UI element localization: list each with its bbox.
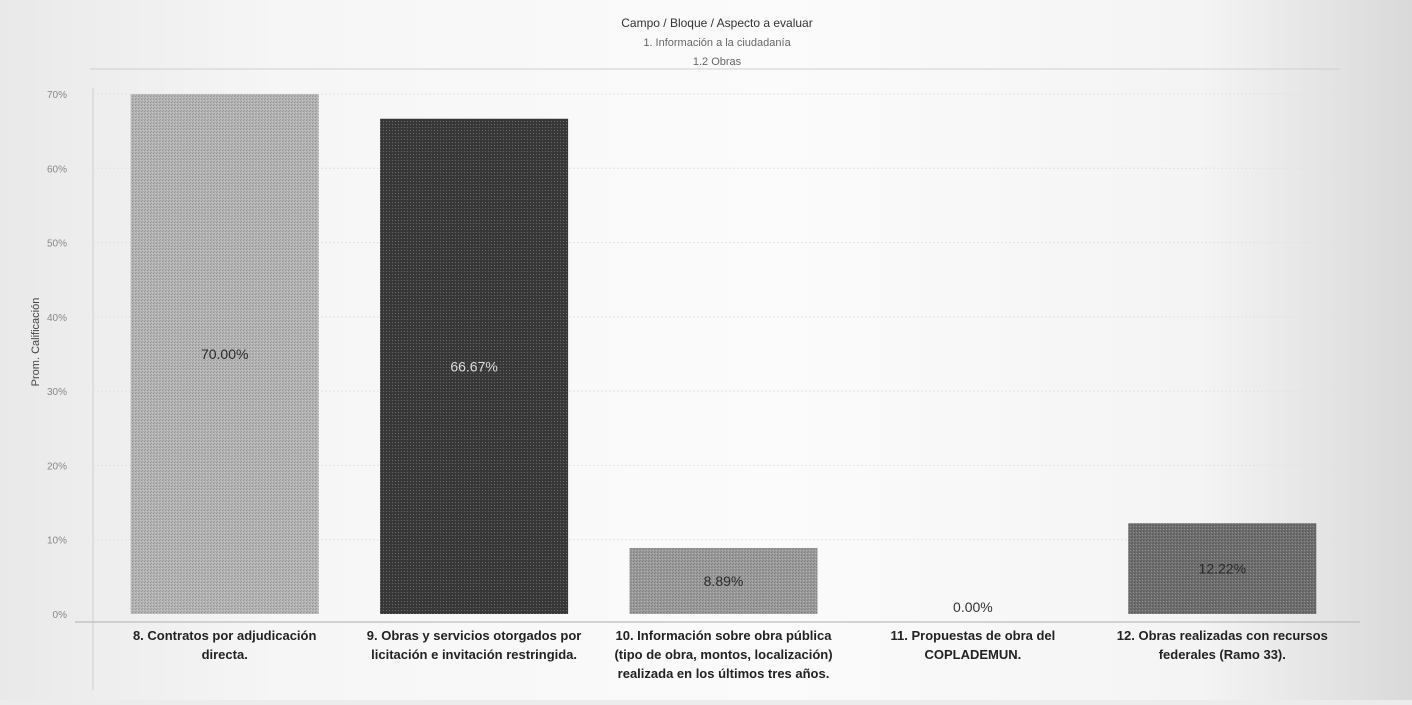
- y-tick-label: 10%: [46, 535, 67, 547]
- y-tick-label: 0%: [52, 610, 67, 621]
- bar-value-label: 0.00%: [953, 599, 993, 615]
- x-category-label: federales (Ramo 33).: [1158, 647, 1286, 662]
- chart-header-subtitle-1: 1. Información a la ciudadanía: [643, 37, 791, 49]
- x-category-label: COPLADEMUN.: [924, 647, 1022, 662]
- x-category-label: realizada en los últimos tres años.: [617, 666, 830, 681]
- chart-header-subtitle-2: 1.2 Obras: [692, 56, 742, 68]
- bar-value-label: 66.67%: [450, 358, 498, 375]
- bar-value-label: 12.22%: [1198, 560, 1247, 577]
- x-category-label: 8. Contratos por adjudicación: [132, 628, 317, 643]
- y-tick-label: 50%: [46, 238, 67, 250]
- x-category-label: 10. Información sobre obra pública: [615, 628, 832, 643]
- bars: [131, 94, 1317, 614]
- x-category-label: 12. Obras realizadas con recursos: [1116, 628, 1328, 643]
- x-axis-category-labels: [133, 628, 1328, 681]
- x-category-label: 11. Propuestas de obra del: [890, 628, 1056, 643]
- bar-value-label: 70.00%: [200, 346, 249, 362]
- y-tick-label: 70%: [46, 90, 67, 101]
- y-tick-label: 40%: [46, 312, 67, 324]
- x-category-label: licitación e invitación restringida.: [371, 647, 578, 662]
- y-tick-label: 20%: [46, 461, 67, 473]
- y-tick-label: 60%: [46, 164, 67, 176]
- chart-header-title: Campo / Bloque / Aspecto a evaluar: [621, 16, 813, 30]
- x-category-label: directa.: [201, 647, 248, 662]
- bar-value-label: 8.89%: [703, 572, 744, 589]
- bar-value-labels: [201, 346, 1246, 615]
- y-axis-label: Prom. Calificación: [30, 297, 42, 387]
- y-axis-ticks: [47, 90, 67, 621]
- y-tick-label: 30%: [46, 387, 67, 399]
- x-category-label: 9. Obras y servicios otorgados por: [366, 628, 582, 643]
- x-category-label: (tipo de obra, montos, localización): [614, 647, 833, 662]
